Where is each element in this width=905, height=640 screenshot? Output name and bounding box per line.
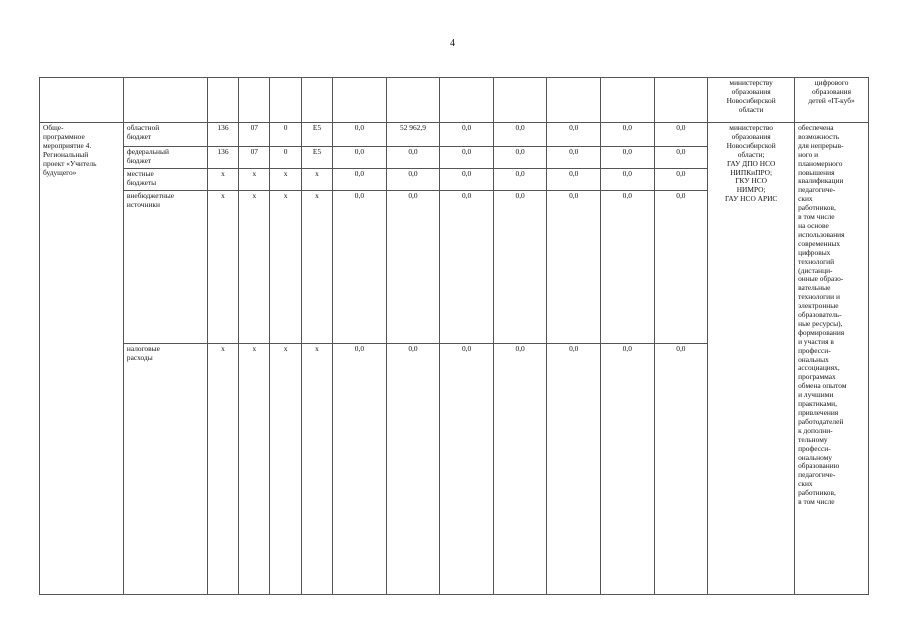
value-cell: 0,0	[493, 191, 547, 344]
code-cell: x	[270, 169, 301, 191]
code-cell: x	[301, 191, 332, 344]
code-cell: x	[239, 169, 270, 191]
value-cell: 0,0	[601, 191, 655, 344]
value-cell: 0,0	[440, 123, 494, 147]
value-cell: 0,0	[386, 191, 440, 344]
value-cell: 0,0	[440, 169, 494, 191]
code-cell: x	[270, 191, 301, 344]
funding-source-cell: внебюджетные источники	[123, 191, 207, 344]
code-cell: 136	[207, 147, 238, 169]
funding-source-cell: областной бюджет	[123, 123, 207, 147]
value-cell: 0,0	[547, 123, 601, 147]
code-cell: 136	[207, 123, 238, 147]
code-cell: 07	[239, 147, 270, 169]
value-cell: 0,0	[601, 169, 655, 191]
code-cell: x	[239, 191, 270, 344]
continued-executor-cell: министерству образования Новосибирской области	[708, 78, 795, 123]
code-cell: Е5	[301, 147, 332, 169]
code-cell: Е5	[301, 123, 332, 147]
value-cell: 0,0	[333, 344, 387, 595]
code-cell: x	[301, 169, 332, 191]
value-cell: 0,0	[493, 123, 547, 147]
code-cell: x	[207, 344, 238, 595]
value-cell: 0,0	[547, 169, 601, 191]
value-cell: 0,0	[333, 191, 387, 344]
value-cell: 0,0	[493, 147, 547, 169]
value-cell: 0,0	[601, 123, 655, 147]
value-cell: 0,0	[386, 147, 440, 169]
value-cell: 0,0	[493, 169, 547, 191]
continued-result-cell: цифрового образования детей «IT-куб»	[795, 78, 869, 123]
code-cell: x	[301, 344, 332, 595]
value-cell: 0,0	[547, 191, 601, 344]
funding-source-cell: местные бюджеты	[123, 169, 207, 191]
value-cell: 0,0	[440, 147, 494, 169]
code-cell: x	[207, 191, 238, 344]
code-cell: 0	[270, 123, 301, 147]
value-cell: 0,0	[654, 191, 708, 344]
value-cell: 0,0	[654, 147, 708, 169]
expected-result-cell: обеспечена возможность для непрерыв- ного и планомерного повышения квалификации педагогиче- ских работников, в том числе на основе использования современных цифровых технологий (дистанци- онные образо- вательные технологии и электронные образователь- ные ресурсы), формирования и участия в професси- ональных ассоциациях, программах обмена опытом и лучшими практиками, привлечения работодателей к дополни- тельному професси- ональному образованию педагогиче- ских работников, в том числе	[795, 123, 869, 595]
value-cell: 0,0	[440, 191, 494, 344]
value-cell: 0,0	[333, 147, 387, 169]
program-activities-table	[39, 77, 869, 595]
value-cell: 0,0	[440, 344, 494, 595]
value-cell: 0,0	[547, 344, 601, 595]
value-cell: 0,0	[333, 123, 387, 147]
table-row	[40, 123, 869, 147]
value-cell: 0,0	[547, 147, 601, 169]
code-cell: 07	[239, 123, 270, 147]
continuation-row	[40, 78, 869, 123]
value-cell: 0,0	[601, 147, 655, 169]
value-cell: 0,0	[386, 169, 440, 191]
code-cell: 0	[270, 147, 301, 169]
activity-name-cell: Обще- программное мероприятие 4. Региональный проект «Учитель будущего»	[40, 123, 124, 595]
value-cell: 52 962,9	[386, 123, 440, 147]
value-cell: 0,0	[654, 344, 708, 595]
funding-source-cell: федеральный бюджет	[123, 147, 207, 169]
value-cell: 0,0	[654, 169, 708, 191]
code-cell: x	[239, 344, 270, 595]
page-number: 4	[450, 38, 455, 49]
value-cell: 0,0	[386, 344, 440, 595]
code-cell: x	[270, 344, 301, 595]
value-cell: 0,0	[601, 344, 655, 595]
value-cell: 0,0	[654, 123, 708, 147]
executor-cell: министерство образования Новосибирской области; ГАУ ДПО НСО НИПКиПРО; ГКУ НСО НИМРО; ГАУ НСО АРИС	[708, 123, 795, 595]
code-cell: x	[207, 169, 238, 191]
funding-source-cell: налоговые расходы	[123, 344, 207, 595]
value-cell: 0,0	[333, 169, 387, 191]
value-cell: 0,0	[493, 344, 547, 595]
